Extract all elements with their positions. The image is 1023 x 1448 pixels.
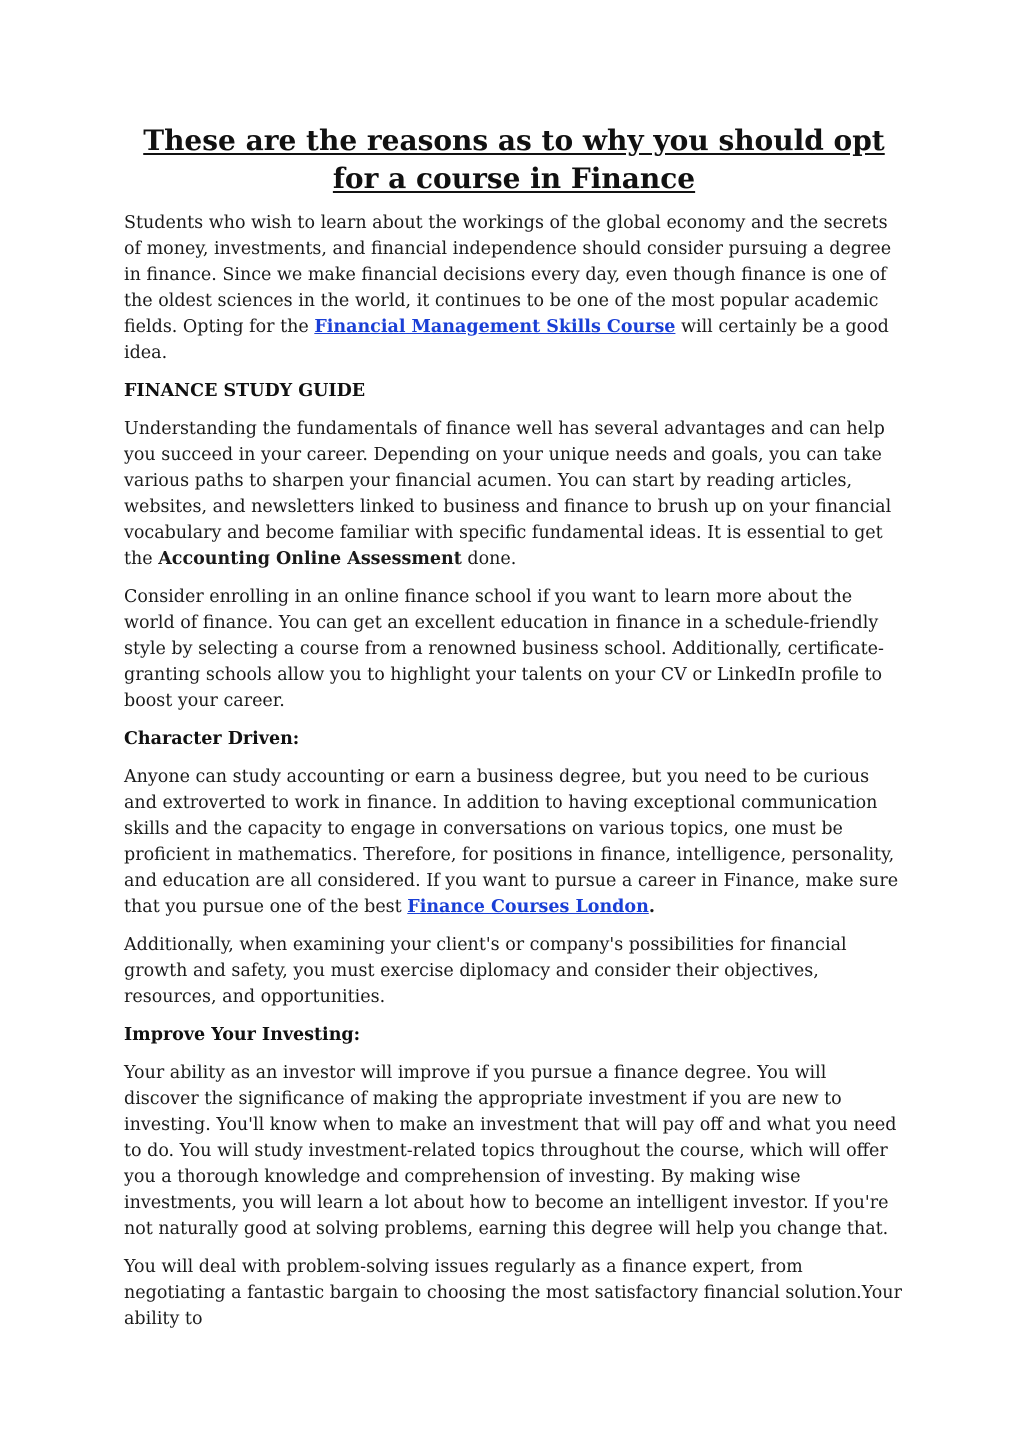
- character-driven-paragraph-2: Additionally, when examining your client's or company's possibilities for financial growth and safety, you must exercise diplomacy and consider their objectives, resources, and opportunities.: [124, 935, 847, 1007]
- financial-management-skills-course-link[interactable]: Financial Management Skills Course: [314, 317, 676, 337]
- document-page: [124, 122, 904, 1344]
- intro-text: Students who wish to learn about the workings of the global economy and the secrets of money, investments, and financial independence should consider pursuing a degree in finance. Since we make financial decisions every day, even though finance is one of the oldest sciences in the world, it continues to be one of the most popular academic fields. Opting for the: [124, 213, 892, 337]
- character-driven-period: .: [648, 897, 655, 917]
- accounting-online-assessment-text: Accounting Online Assessment: [158, 549, 462, 569]
- character-driven-paragraph-1: [124, 764, 904, 920]
- document-title: These are the reasons as to why you should opt for a course in Finance: [143, 124, 885, 195]
- intro-paragraph: [124, 210, 904, 366]
- study-guide-text: Understanding the fundamentals of finance well has several advantages and can help you succeed in your career. Depending on your unique needs and goals, you can take various paths to sharpen your financial acumen. You can start by reading articles, websites, and newsletters linked to business and finance to brush up on your financial vocabulary and become familiar with specific fundamental ideas. It is essential to get the: [124, 419, 892, 569]
- character-driven-heading: Character Driven:: [124, 729, 300, 749]
- improve-investing-paragraph-1: Your ability as an investor will improve if you pursue a finance degree. You will discover the significance of making the appropriate investment if you are new to investing. You'll know when to make an investment that will pay off and what you need to do. You will study investment-related topics throughout the course, which will offer you a thorough knowledge and comprehension of investing. By making wise investments, you will learn a lot about how to become an intelligent investor. If you're not naturally good at solving problems, earning this degree will help you change that.: [124, 1063, 897, 1239]
- study-guide-paragraph-2: Consider enrolling in an online finance school if you want to learn more about the world of finance. You can get an excellent education in finance in a schedule-friendly style by selecting a course from a renowned business school. Additionally, certificate-granting schools allow you to highlight your talents on your CV or LinkedIn profile to boost your career.: [124, 587, 884, 711]
- improve-investing-paragraph-2: You will deal with problem-solving issues regularly as a finance expert, from negotiating a fantastic bargain to choosing the most satisfactory financial solution.Your ability to: [124, 1257, 902, 1329]
- character-driven-text: Anyone can study accounting or earn a business degree, but you need to be curious and extroverted to work in finance. In addition to having exceptional communication skills and the capacity to engage in conversations on various topics, one must be proficient in mathematics. Therefore, for positions in finance, intelligence, personality, and education are all considered. If you want to pursue a career in Finance, make sure that you pursue one of the best: [124, 767, 899, 917]
- study-guide-paragraph-1: [124, 416, 904, 572]
- study-guide-text-end: done.: [461, 549, 517, 569]
- finance-study-guide-heading: FINANCE STUDY GUIDE: [124, 381, 366, 401]
- improve-investing-heading: Improve Your Investing:: [124, 1025, 361, 1045]
- finance-courses-london-link[interactable]: Finance Courses London: [407, 897, 649, 917]
- intro-text-end: will certainly be a good idea.: [124, 317, 889, 363]
